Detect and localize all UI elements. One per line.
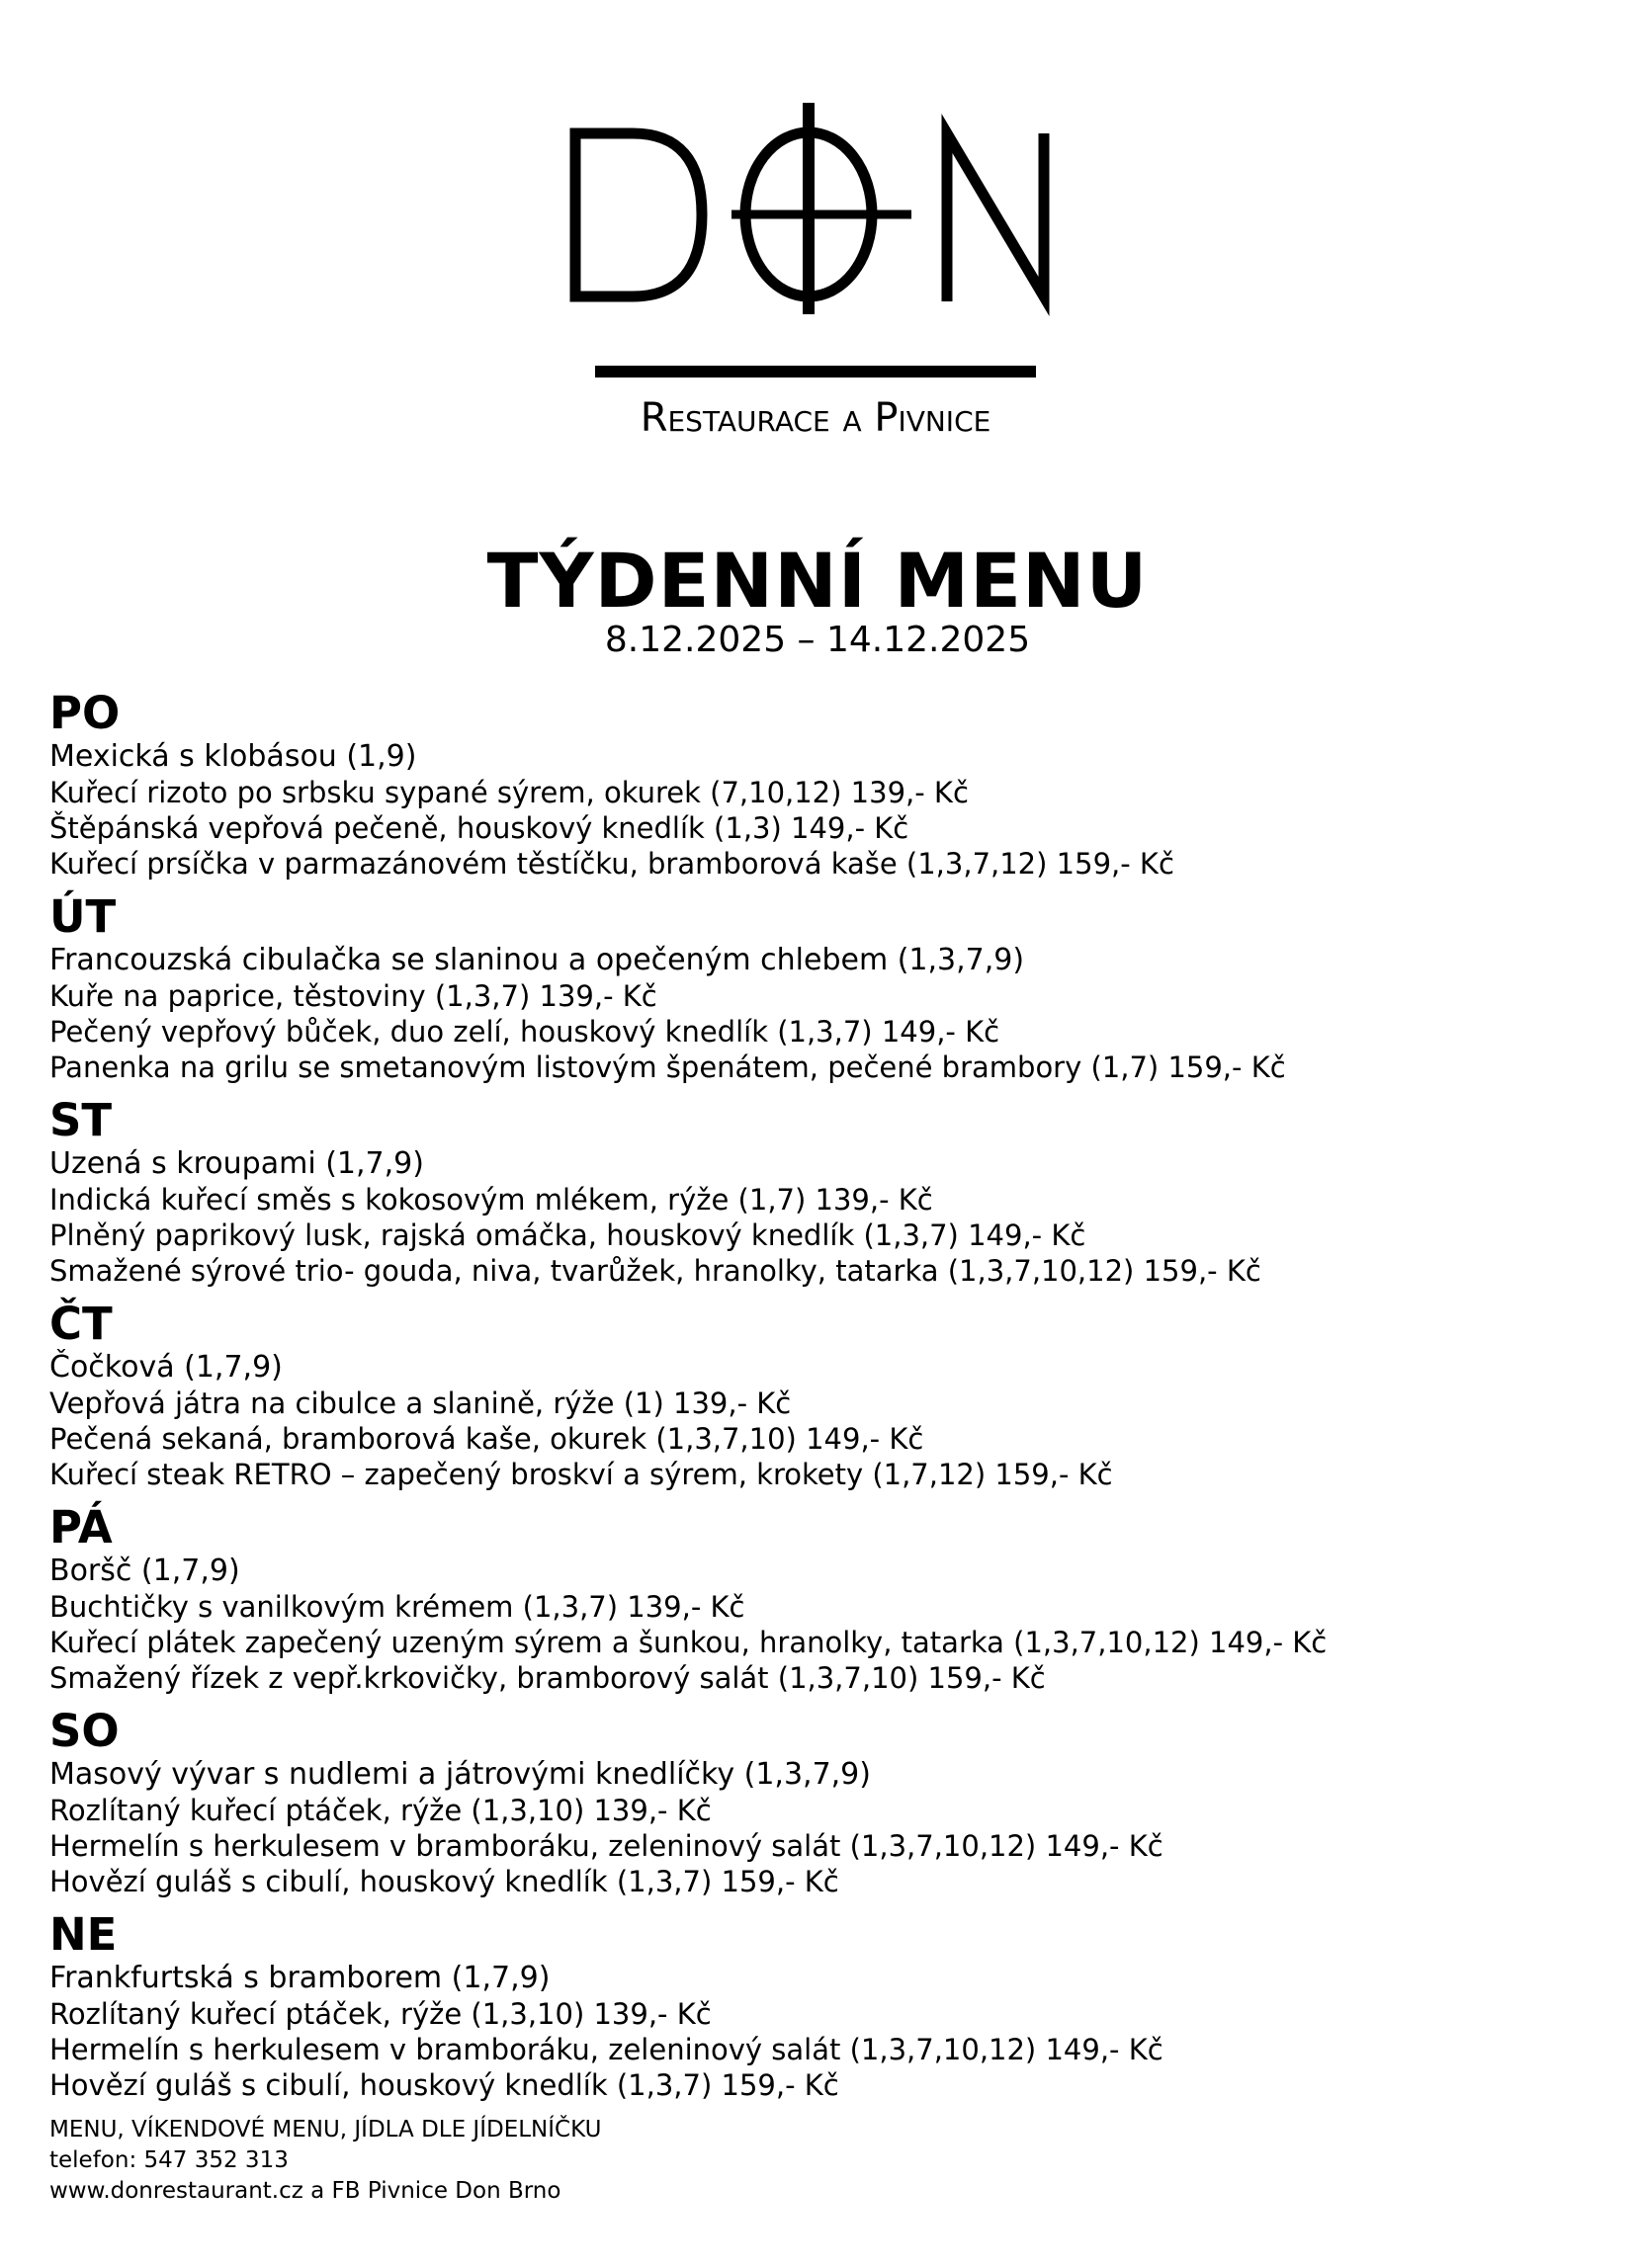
day-label: ÚT	[49, 890, 117, 943]
dish: Štěpánská vepřová pečeně, houskový knedlík (1,3) 149,- Kč	[49, 811, 909, 845]
day-label: PO	[49, 687, 121, 739]
footer-website: www.donrestaurant.cz a FB Pivnice Don Brno	[49, 2178, 561, 2204]
dish: Hovězí guláš s cibulí, houskový knedlík (1,3,7) 159,- Kč	[49, 1865, 839, 1898]
logo-subtitle: Restaurace a Pivnice	[640, 395, 991, 441]
dish: Kuřecí rizoto po srbsku sypané sýrem, okurek (7,10,12) 139,- Kč	[49, 776, 969, 809]
dish: Hovězí guláš s cibulí, houskový knedlík (1,3,7) 159,- Kč	[49, 2068, 839, 2102]
day-label: ST	[49, 1094, 113, 1146]
soup: Boršč (1,7,9)	[49, 1554, 240, 1588]
footer-menu-note: MENU, VÍKENDOVÉ MENU, JÍDLA DLE JÍDELNÍČKU	[49, 2117, 602, 2142]
dish: Rozlítaný kuřecí ptáček, rýže (1,3,10) 139,- Kč	[49, 1794, 712, 1827]
day-ut	[49, 891, 1592, 1085]
page-title: TÝDENNÍ MENU	[486, 537, 1149, 625]
day-label: SO	[49, 1705, 120, 1757]
weekly-menu	[49, 688, 1592, 2113]
day-so	[49, 1706, 1592, 1899]
logo-divider	[595, 366, 1036, 378]
day-pa	[49, 1502, 1592, 1696]
footer	[49, 2115, 601, 2207]
soup: Frankfurtská s bramborem (1,7,9)	[49, 1961, 551, 1995]
soup: Uzená s kroupami (1,7,9)	[49, 1146, 424, 1181]
dish: Buchtičky s vanilkovým krémem (1,3,7) 139,- Kč	[49, 1590, 745, 1624]
don-logo	[554, 99, 1068, 326]
soup: Francouzská cibulačka se slaninou a opečeným chlebem (1,3,7,9)	[49, 943, 1025, 977]
dish: Hermelín s herkulesem v bramboráku, zeleninový salát (1,3,7,10,12) 149,- Kč	[49, 1829, 1163, 1863]
day-po	[49, 688, 1592, 882]
day-label: NE	[49, 1908, 118, 1961]
day-ne	[49, 1909, 1592, 2103]
dish: Rozlítaný kuřecí ptáček, rýže (1,3,10) 139,- Kč	[49, 1997, 712, 2031]
dish: Indická kuřecí směs s kokosovým mlékem, rýže (1,7) 139,- Kč	[49, 1183, 933, 1217]
day-label: PÁ	[49, 1501, 113, 1554]
footer-phone: telefon: 547 352 313	[49, 2147, 289, 2173]
day-label: ČT	[49, 1298, 113, 1350]
day-ct	[49, 1299, 1592, 1492]
dish: Smažený řízek z vepř.krkovičky, bramborový salát (1,3,7,10) 159,- Kč	[49, 1661, 1046, 1695]
dish: Plněný paprikový lusk, rajská omáčka, houskový knedlík (1,3,7) 149,- Kč	[49, 1218, 1086, 1252]
dish: Kuřecí steak RETRO – zapečený broskví a sýrem, krokety (1,7,12) 159,- Kč	[49, 1458, 1113, 1491]
dish: Hermelín s herkulesem v bramboráku, zeleninový salát (1,3,7,10,12) 149,- Kč	[49, 2033, 1163, 2066]
dish: Pečená sekaná, bramborová kaše, okurek (1,3,7,10) 149,- Kč	[49, 1422, 924, 1456]
day-st	[49, 1095, 1592, 1289]
dish: Vepřová játra na cibulce a slanině, rýže (1) 139,- Kč	[49, 1386, 792, 1420]
dish: Smažené sýrové trio- gouda, niva, tvarůžek, hranolky, tatarka (1,3,7,10,12) 159,- Kč	[49, 1254, 1261, 1288]
dish: Kuře na paprice, těstoviny (1,3,7) 139,- Kč	[49, 979, 657, 1013]
date-range: 8.12.2025 – 14.12.2025	[604, 620, 1031, 660]
dish: Kuřecí prsíčka v parmazánovém těstíčku, bramborová kaše (1,3,7,12) 159,- Kč	[49, 847, 1174, 881]
dish: Panenka na grilu se smetanovým listovým špenátem, pečené brambory (1,7) 159,- Kč	[49, 1050, 1286, 1084]
soup: Čočková (1,7,9)	[49, 1350, 283, 1385]
soup: Masový vývar s nudlemi a játrovými knedlíčky (1,3,7,9)	[49, 1757, 871, 1792]
dish: Pečený vepřový bůček, duo zelí, houskový knedlík (1,3,7) 149,- Kč	[49, 1015, 1000, 1049]
dish: Kuřecí plátek zapečený uzeným sýrem a šunkou, hranolky, tatarka (1,3,7,10,12) 149,- Kč	[49, 1626, 1328, 1659]
soup: Mexická s klobásou (1,9)	[49, 739, 417, 774]
